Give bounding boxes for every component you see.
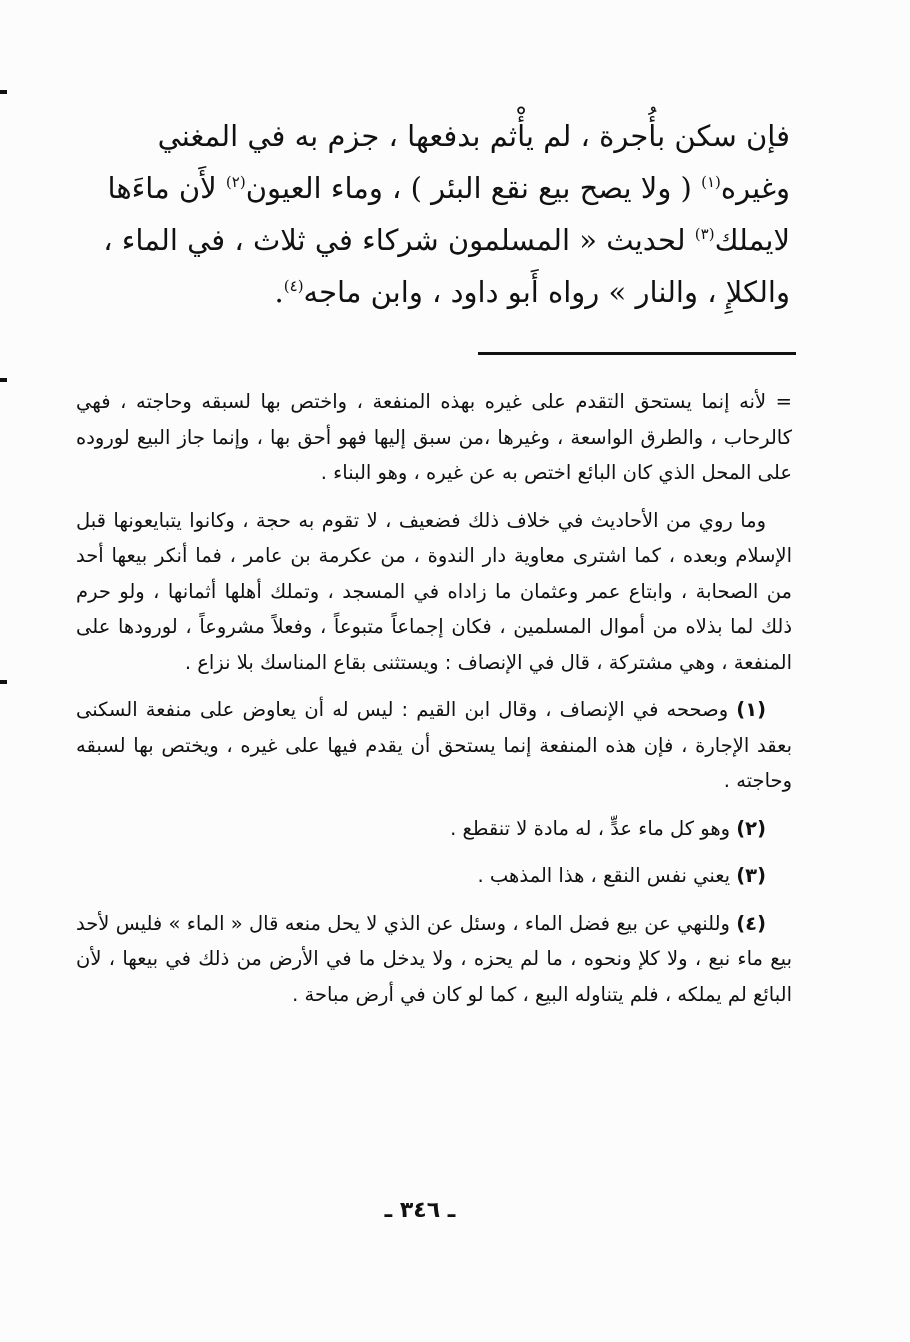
footnote-3-text: يعني نفس النقع ، هذا المذهب .	[477, 864, 731, 887]
main-line-2	[70, 162, 790, 214]
footnote-4-number: (٤)	[736, 911, 766, 935]
footnote-continuation: = لأنه إنما يستحق التقدم على غيره بهذه المنفعة ، واختص بها لسبقه وحاجته ، فهي كالرحاب ، والطرق الواسعة ، وغيرها ،من سبق إليها فهو أحق بها ، وإنما جاز البيع لوروده على المحل الذي كان البائع اختص به عن غيره ، وهو البناء .	[76, 390, 792, 484]
footnote-2-number: (٢)	[736, 816, 766, 840]
footnote-4-text: وللنهي عن بيع فضل الماء ، وسئل عن الذي لا يحل منعه قال « الماء » فليس لأحد بيع ماء نبع ، ولا كلإ ونحوه ، ما لم يحزه ، ولا يدخل ما في الأرض من ذلك في بيعها ، لأن البائع لم يملكه ، فلم يتناوله البيع ، كما لو كان في أرض مباحة .	[76, 911, 792, 1006]
footnote-ref-4: (٤)	[283, 277, 304, 295]
main-line-3	[70, 214, 790, 266]
scan-edge-mark	[0, 378, 7, 382]
footnote-1-number: (١)	[736, 698, 767, 721]
main-line-4-text-b: .	[274, 275, 284, 309]
footnote-1-text: وصححه في الإنصاف ، وقال ابن القيم : ليس له أن يعاوض على منفعة السكنى بعقد الإجارة ، فإن هذه المنفعة إنما يستحق أن يقدم فيها على غيره ، ويختص بها لسبقه وحاجته .	[76, 698, 792, 792]
footnote-separator	[478, 352, 796, 355]
footnote-2	[76, 811, 792, 847]
footnote-3	[76, 858, 792, 894]
footnote-2-text: وهو كل ماء عدٍّ ، له مادة لا تنقطع .	[450, 816, 731, 840]
footnotes-section	[76, 384, 792, 1024]
footnote-4	[76, 906, 792, 1013]
scan-edge-mark	[0, 90, 7, 94]
scan-edge-mark	[0, 680, 7, 684]
main-text	[70, 110, 790, 318]
page-number: ـ ٣٤٦ ـ	[384, 1198, 456, 1223]
main-line-4	[70, 266, 790, 318]
footnote-paragraph: وما روي من الأحاديث في خلاف ذلك فضعيف ، لا تقوم به حجة ، وكانوا يتبايعونها قبل الإسلام وبعده ، كما اشترى معاوية دار الندوة ، من عكرمة بن عامر ، فما أنكر بيعها أحد من الصحابة ، وابتاع عمر وعثمان ما زاداه في المسجد ، وتملك أهلها أثمانها ، ولو حرم ذلك لما بذلاه من أموال المسلمين ، فكان إجماعاً متبوعاً ، وفعلاً مشروعاً ، لورودها على المنفعة ، وهي مشتركة ، قال في الإنصاف : ويستثنى بقاع المناسك بلا نزاع .	[76, 508, 792, 674]
main-line-4-text-a: والكلإِ ، والنار » رواه أَبو داود ، وابن ماجه	[303, 275, 790, 309]
main-line-2-text-a: وغيره	[720, 171, 790, 205]
footnote-ref-1: (١)	[701, 173, 721, 191]
footnote-3-number: (٣)	[736, 864, 766, 887]
main-line-1-text: فإن سكن بأُجرة ، لم يأْثم بدفعها ، جزم به في المغني	[157, 119, 790, 153]
footnote-ref-2: (٢)	[225, 173, 246, 191]
footnote-ref-3: (٣)	[694, 225, 715, 243]
footnote-1	[76, 692, 792, 799]
main-line-2-text-b: ( ولا يصح بيع نقع البئر ) ، وماء العيون	[245, 171, 702, 205]
main-line-1	[70, 110, 790, 162]
main-line-3-text-a: لايملك	[714, 223, 790, 257]
main-line-2-text-c: لأَن ماءَها	[107, 171, 226, 205]
main-line-3-text-b: لحديث « المسلمون شركاء في ثلاث ، في الماء ،	[103, 223, 695, 257]
